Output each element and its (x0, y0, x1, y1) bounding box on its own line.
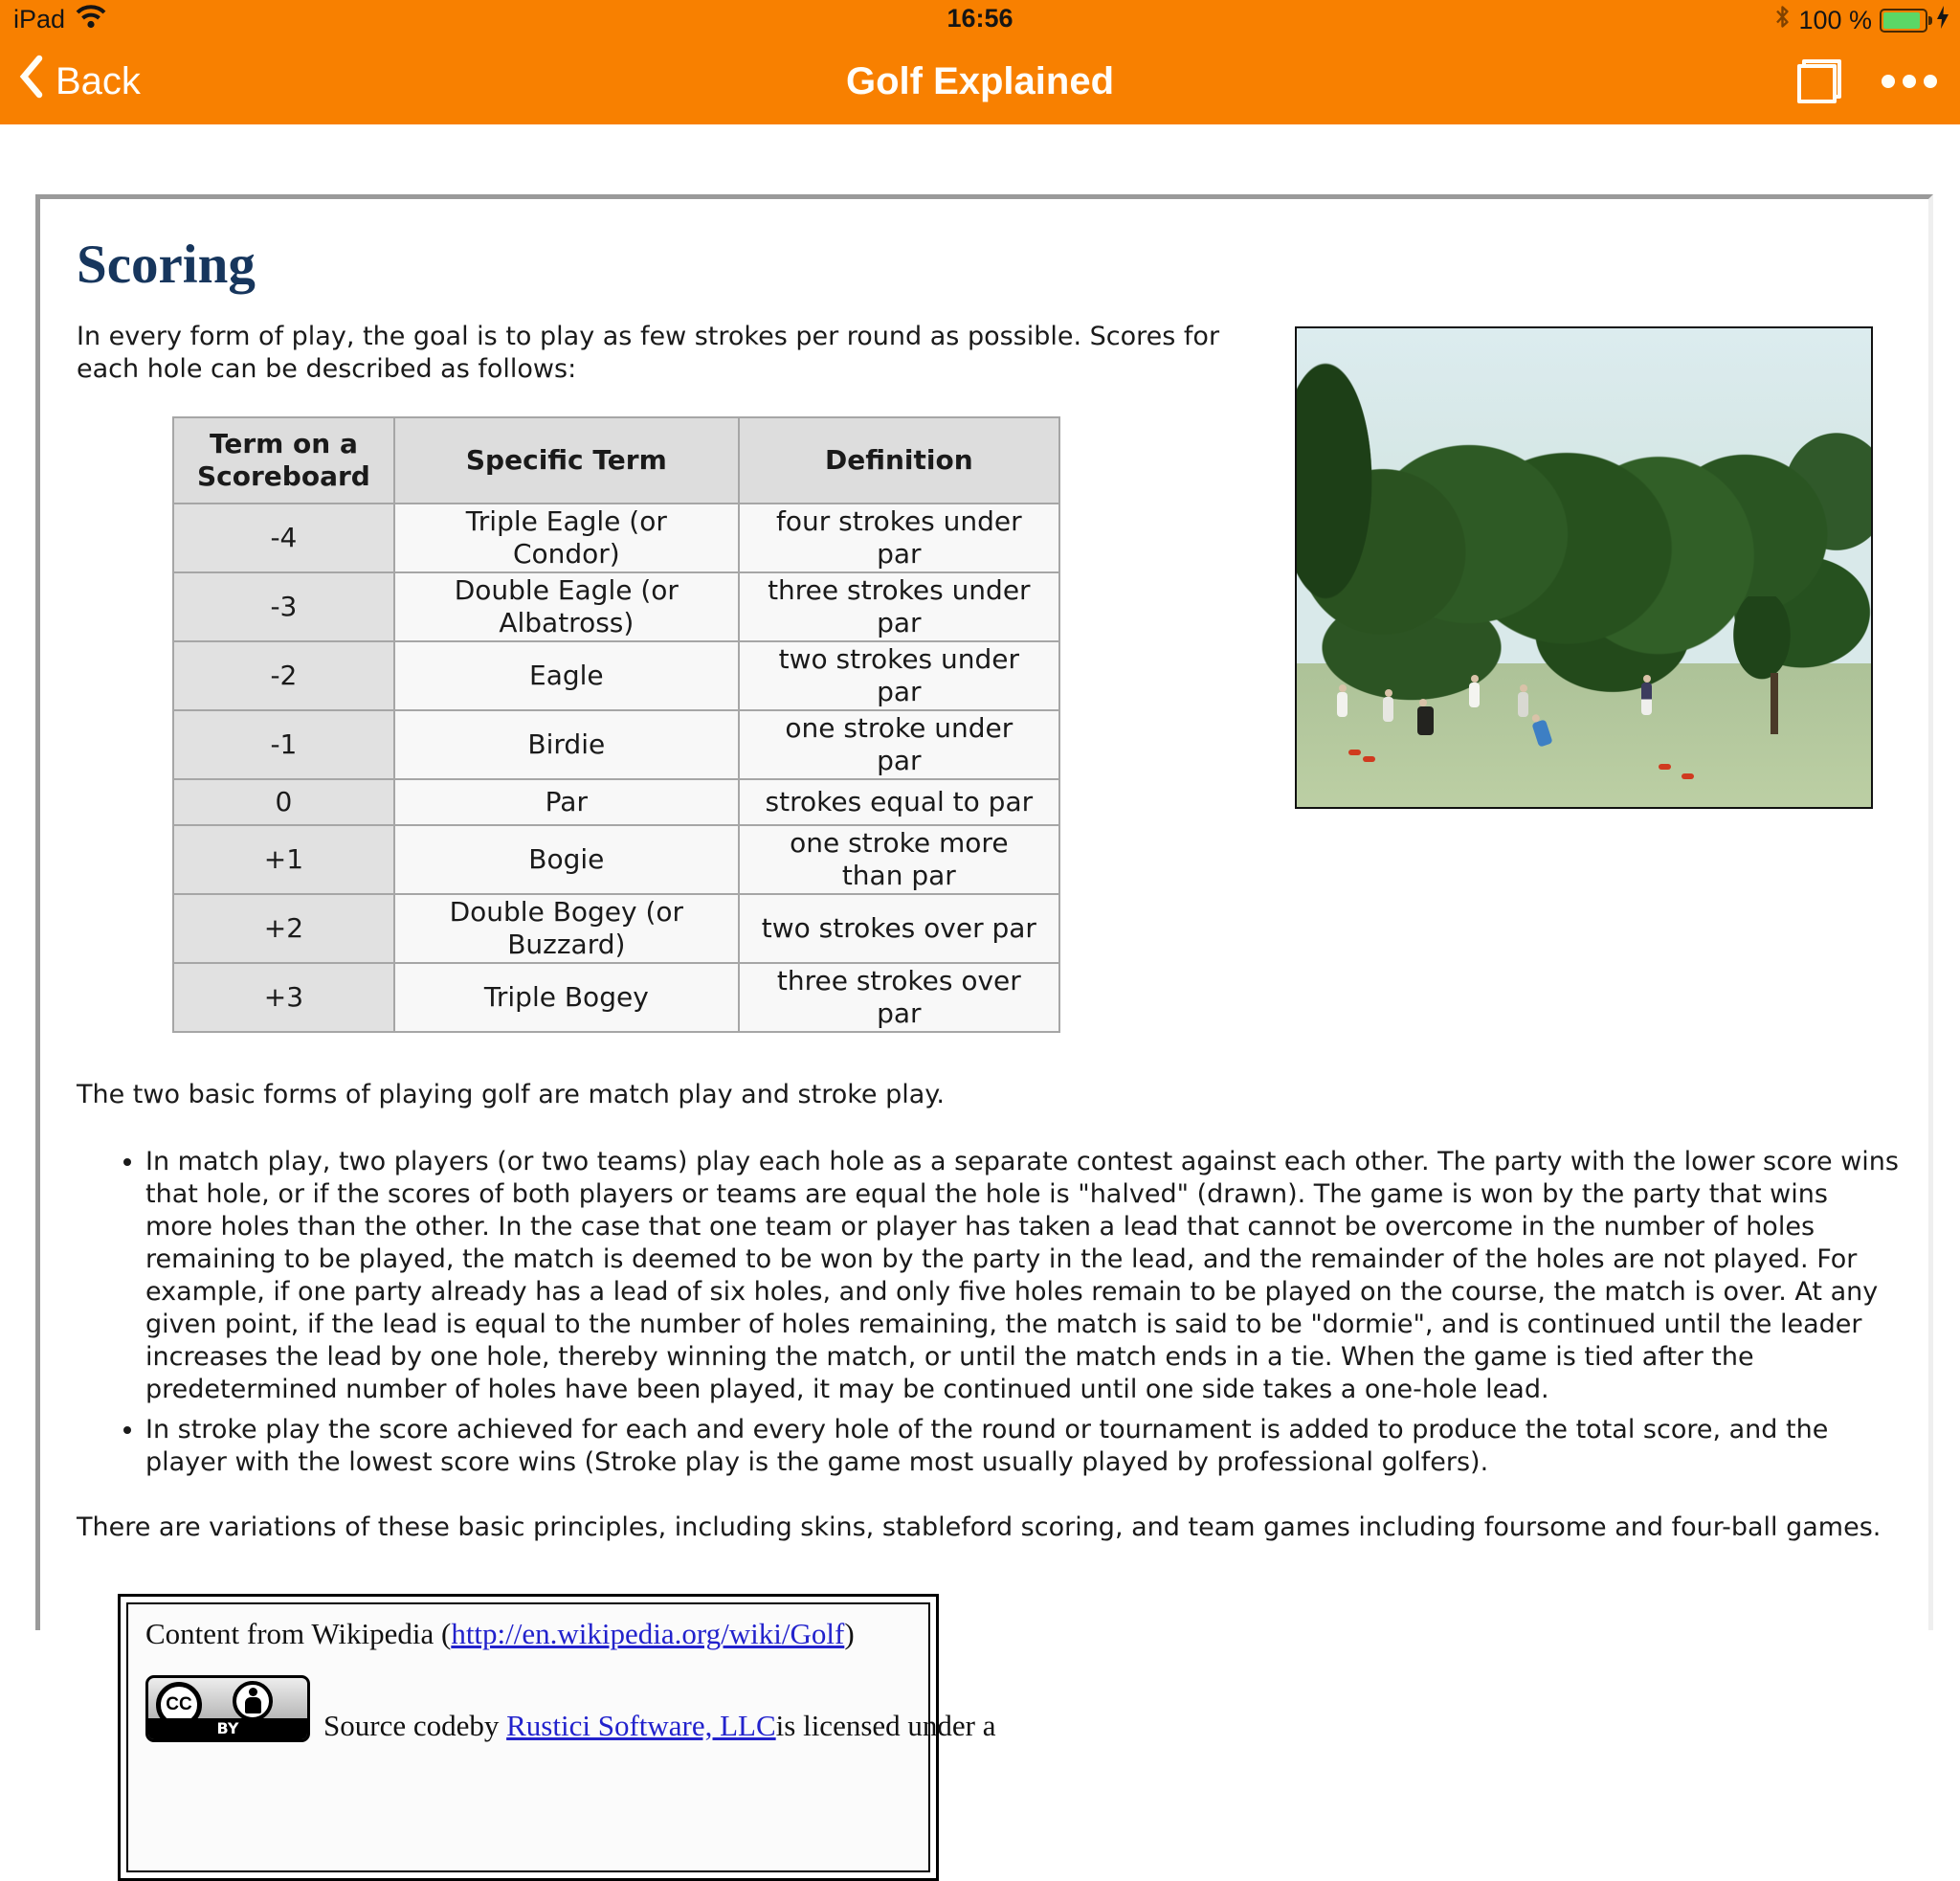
dot-icon (1903, 75, 1916, 88)
page-title: Golf Explained (845, 59, 1115, 102)
status-bar (0, 0, 1960, 38)
device-label: iPad (13, 5, 66, 34)
table-cell: Triple Bogey (394, 963, 739, 1032)
dot-icon (1882, 75, 1895, 88)
tabs-button[interactable] (1795, 57, 1843, 105)
table-cell: Double Bogey (or Buzzard) (394, 894, 739, 963)
table-cell: strokes equal to par (739, 779, 1059, 825)
table-cell: three strokes over par (739, 963, 1059, 1032)
photo-golfer (1337, 692, 1348, 717)
table-cell: -4 (173, 504, 394, 572)
source-text: by (469, 1708, 507, 1742)
table-cell: Eagle (394, 641, 739, 710)
table-cell: three strokes under par (739, 572, 1059, 641)
play-forms-list (77, 1146, 1900, 1479)
photo-red-marker (1363, 756, 1375, 762)
match-play-bullet: • In match play, two players (or two teams) play each hole as a separate contest against each other. The party with the lower score wins that hole, or if the scores of both players or teams are equal the hole is "halved" (drawn). The game is won by the party that wins more holes than the other. In the case that one team or player has taken a lead that cannot be overcome in the number of holes remaining to be played, the match is deemed to be won by the party in the lead, and the remainder of the holes are not played. For example, if one party already has a lead of six holes, and only five holes remain to be played on the course, the match is over. At any given point, if the lead is equal to the number of holes remaining, the match is said to be "dormie", and is continued until the leader increases the lead by one hole, thereby winning the match, or until the match ends in a tie. When the game is tied after the predetermined number of holes have been played, it may be continued until one side takes a one-hole lead. (145, 1146, 1900, 1406)
photo-lone-tree (1727, 596, 1796, 688)
table-cell: -1 (173, 710, 394, 779)
tabs-front-square-icon (1797, 64, 1837, 103)
photo-golfer (1518, 692, 1528, 717)
golf-course-photo (1295, 326, 1873, 809)
table-cell: Par (394, 779, 739, 825)
table-row (173, 963, 1059, 1032)
photo-red-marker (1348, 750, 1361, 755)
dot-icon (1924, 75, 1937, 88)
wikipedia-link[interactable]: http://en.wikipedia.org/wiki/Golf (451, 1616, 845, 1650)
cc-logo-icon: CC (156, 1682, 202, 1728)
wikipedia-attribution (145, 1618, 911, 1650)
clock: 16:56 (947, 4, 1013, 33)
variations-paragraph: There are variations of these basic principles, including skins, stableford scoring, and team games including foursome and four-ball games. (77, 1512, 1882, 1542)
table-row (173, 779, 1059, 825)
col-header-definition: Definition (739, 417, 1059, 504)
table-cell: +2 (173, 894, 394, 963)
section-heading: Scoring (77, 235, 256, 295)
table-cell: four strokes under par (739, 504, 1059, 572)
table-header-row (173, 417, 1059, 504)
stroke-play-bullet: • In stroke play the score achieved for each and every hole of the round or tournament is added to produce the total score, and the player with the lowest score wins (Stroke play is the game most usually played by professional golfers). (145, 1414, 1900, 1479)
col-header-specific-term: Specific Term (394, 417, 739, 504)
cc-by-badge-icon (145, 1675, 310, 1742)
table-cell: two strokes over par (739, 894, 1059, 963)
table-cell: two strokes under par (739, 641, 1059, 710)
scoring-table (172, 416, 1060, 1033)
source-license-text (323, 1710, 996, 1742)
photo-golf-bag (1417, 706, 1434, 735)
more-options-button[interactable] (1882, 75, 1937, 88)
cc-by-label: BY (148, 1718, 307, 1739)
table-cell: -2 (173, 641, 394, 710)
back-label: Back (56, 59, 141, 102)
battery-percent: 100 % (1798, 5, 1872, 34)
source-text: is licensed under a (775, 1708, 996, 1742)
license-box-inner (126, 1602, 996, 1872)
table-cell: Double Eagle (or Albatross) (394, 572, 739, 641)
table-row (173, 710, 1059, 779)
table-cell: one stroke under par (739, 710, 1059, 779)
license-box (118, 1594, 996, 1881)
photo-tree-trunk (1771, 673, 1778, 734)
attribution-text: ) (844, 1616, 855, 1650)
attribution-person-icon (233, 1681, 273, 1721)
table-cell: +3 (173, 963, 394, 1032)
intro-paragraph: In every form of play, the goal is to play as few strokes per round as possible. Scores for each hole can be described as follows: (77, 321, 1220, 384)
source-text: Source code (323, 1708, 470, 1742)
col-header-term: Term on a Scoreboard (173, 417, 394, 504)
table-cell: 0 (173, 779, 394, 825)
photo-golfer (1383, 697, 1393, 722)
lesson-content-frame (35, 194, 1933, 1742)
forms-paragraph: The two basic forms of playing golf are match play and stroke play. (77, 1079, 945, 1109)
table-row (173, 894, 1059, 963)
rustici-link[interactable]: Rustici Software, LLC (506, 1708, 776, 1742)
table-cell: +1 (173, 825, 394, 894)
table-row (173, 572, 1059, 641)
photo-red-marker (1659, 764, 1671, 770)
table-cell: one stroke more than par (739, 825, 1059, 894)
bluetooth-icon (1774, 4, 1791, 36)
photo-golfer (1469, 683, 1480, 707)
attribution-text: Content from Wikipedia ( (145, 1616, 452, 1650)
photo-red-marker (1682, 773, 1694, 779)
table-row (173, 504, 1059, 572)
table-cell: Bogie (394, 825, 739, 894)
app-header (0, 0, 1960, 124)
photo-golfer (1641, 683, 1652, 715)
table-row (173, 641, 1059, 710)
charging-bolt-icon (1935, 5, 1950, 36)
table-cell: -3 (173, 572, 394, 641)
table-cell: Birdie (394, 710, 739, 779)
battery-icon (1880, 9, 1927, 33)
nav-bar (0, 38, 1960, 124)
table-cell: Triple Eagle (or Condor) (394, 504, 739, 572)
table-row (173, 825, 1059, 894)
